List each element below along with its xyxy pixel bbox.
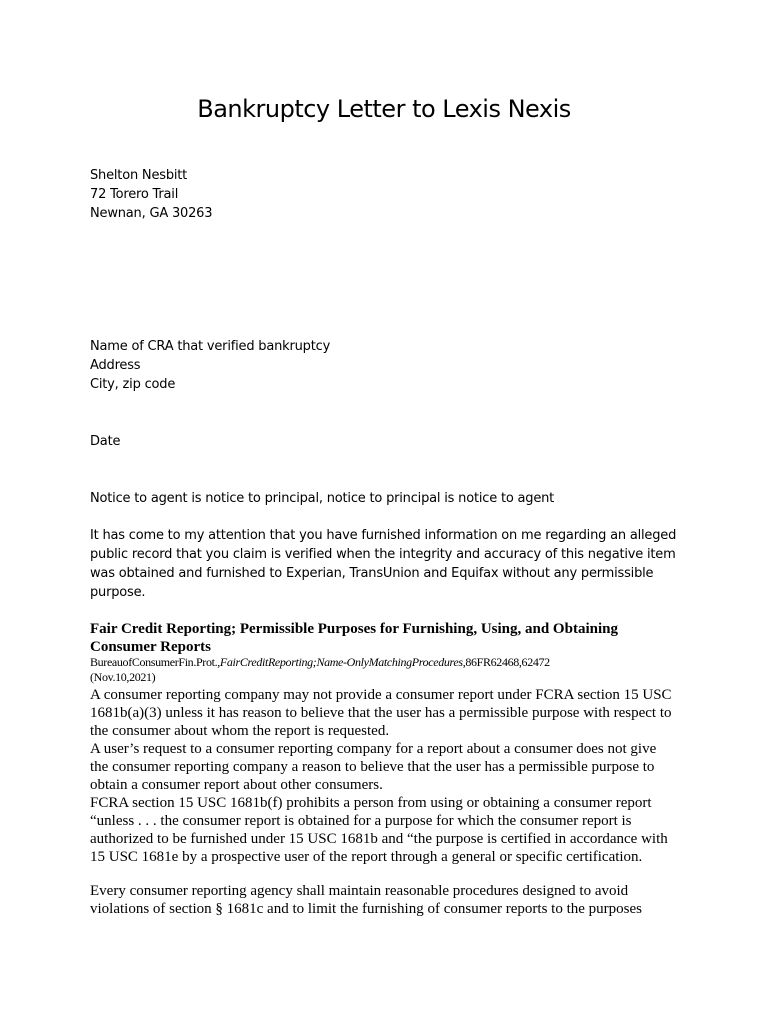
citation-reference: ,86FR62468,62472 bbox=[462, 655, 550, 669]
paragraph-line: 1681b(a)(3) unless it has reason to believe that the user has a permissible purpose with respect to bbox=[90, 705, 672, 721]
paragraph-line: the consumer about whom the report is requested. bbox=[90, 723, 390, 739]
citation-source: BureauofConsumerFin.Prot., bbox=[90, 655, 220, 669]
citation-line-1 bbox=[90, 655, 690, 670]
sender-address bbox=[90, 166, 690, 223]
recipient-name: Name of CRA that verified bankruptcy bbox=[90, 339, 331, 354]
paragraph-line: A consumer reporting company may not provide a consumer report under FCRA section 15 USC bbox=[90, 687, 672, 703]
paragraph-line: FCRA section 15 USC 1681b(f) prohibits a person from using or obtaining a consumer report bbox=[90, 795, 652, 811]
paragraph-fcra-1681b bbox=[90, 794, 690, 866]
section-heading bbox=[90, 620, 690, 656]
notice-text: Notice to agent is notice to principal, notice to principal is notice to agent bbox=[90, 491, 555, 506]
paragraph-line: “unless . . . the consumer report is obtained for a purpose for which the consumer report is bbox=[90, 813, 632, 829]
sender-city: Newnan, GA 30263 bbox=[90, 206, 213, 221]
letter-date bbox=[90, 432, 690, 451]
document-title: Bankruptcy Letter to Lexis Nexis bbox=[197, 95, 571, 123]
paragraph-line: Every consumer reporting agency shall maintain reasonable procedures designed to avoid bbox=[90, 883, 629, 899]
paragraph-permissible-purpose bbox=[90, 686, 690, 740]
recipient-address-line: Address bbox=[90, 358, 141, 373]
notice-line bbox=[90, 489, 690, 508]
citation bbox=[90, 655, 690, 685]
heading-line: Fair Credit Reporting; Permissible Purposes for Furnishing, Using, and Obtaining bbox=[90, 621, 618, 637]
recipient-city: City, zip code bbox=[90, 377, 176, 392]
citation-title: FairCreditReporting;Name-OnlyMatchingProcedures bbox=[219, 655, 463, 669]
date-text: Date bbox=[90, 434, 121, 449]
intro-line: purpose. bbox=[90, 585, 146, 600]
heading-line: Consumer Reports bbox=[90, 639, 211, 655]
citation-date: (Nov.10,2021) bbox=[90, 670, 156, 684]
paragraph-line: 15 USC 1681e by a prospective user of the report through a general or specific certification. bbox=[90, 849, 643, 865]
paragraph-line: authorized to be furnished under 15 USC 1681b and “the purpose is certified in accordance with bbox=[90, 831, 668, 847]
intro-line: public record that you claim is verified when the integrity and accuracy of this negative item bbox=[90, 547, 676, 562]
paragraph-line: A user’s request to a consumer reporting company for a report about a consumer does not give bbox=[90, 741, 657, 757]
paragraph-line: the consumer reporting company a reason to believe that the user has a permissible purpose to bbox=[90, 759, 655, 775]
intro-line: was obtained and furnished to Experian, TransUnion and Equifax without any permissible bbox=[90, 566, 654, 581]
intro-line: It has come to my attention that you have furnished information on me regarding an alleged bbox=[90, 528, 677, 543]
sender-name: Shelton Nesbitt bbox=[90, 168, 188, 183]
paragraph-user-request bbox=[90, 740, 690, 794]
sender-street: 72 Torero Trail bbox=[90, 187, 179, 202]
paragraph-reasonable-procedures bbox=[90, 882, 690, 918]
paragraph-line: violations of section § 1681c and to limit the furnishing of consumer reports to the purposes bbox=[90, 901, 642, 917]
intro-paragraph bbox=[90, 526, 680, 602]
paragraph-line: obtain a consumer report about other consumers. bbox=[90, 777, 383, 793]
recipient-address bbox=[90, 337, 690, 394]
